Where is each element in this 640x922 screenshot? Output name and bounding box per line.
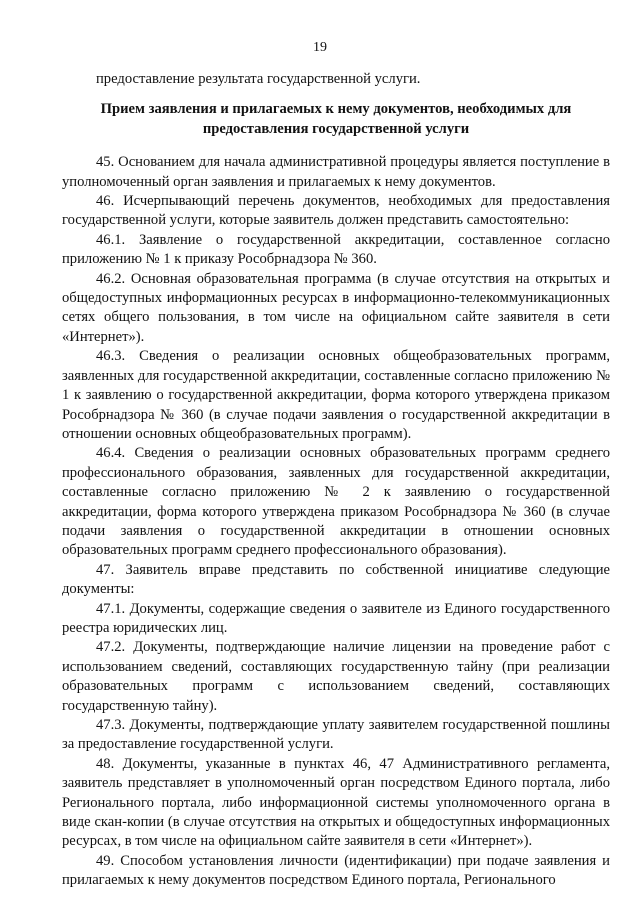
paragraph-47: 47. Заявитель вправе представить по собственной инициативе следующие документы:: [62, 561, 610, 598]
paragraph-47-1: 47.1. Документы, содержащие сведения о заявителе из Единого государственного реестра юридических лиц.: [62, 600, 610, 636]
section-heading-line-1: Прием заявления и прилагаемых к нему документов, необходимых для: [100, 101, 572, 118]
paragraph-46-2: 46.2. Основная образовательная программа (в случае отсутствия на открытых и общедоступных информационных ресурсах в информационно-телекоммуникационных сетях общего пользования, в том числе на официальном сайте заявителя в сети «Интернет»).: [62, 270, 610, 345]
document-body: [62, 70, 610, 891]
paragraph-45: 45. Основанием для начала административной процедуры является поступление в уполномоченный орган заявления и прилагаемых к нему документов.: [62, 154, 610, 190]
paragraph-46-4: 46.4. Сведения о реализации основных образовательных программ среднего профессионального образования, заявленных для государственной аккредитации, составленные согласно приложению № 2 к заявлению о государственной аккредитации, форма которого утверждена приказом Рособрнадзора № 360 (в случае подачи заявления о государственной аккредитации в отношении основных образовательных программ среднего профессионального образования).: [62, 445, 610, 559]
section-heading-line-2: предоставления государственной услуги: [202, 120, 470, 137]
paragraph-46: 46. Исчерпывающий перечень документов, необходимых для предоставления государственной услуги, которые заявитель должен представить самостоятельно:: [62, 193, 610, 229]
paragraph-46-1: 46.1. Заявление о государственной аккредитации, составленное согласно приложению № 1 к приказу Рособрнадзора № 360.: [62, 231, 610, 268]
page-number: 19: [313, 40, 327, 55]
paragraph-47-2: 47.2. Документы, подтверждающие наличие лицензии на проведение работ с использованием сведений, составляющих государственную тайну (при реализации образовательных программ с использованием сведений, составляющих государственную тайну).: [62, 639, 610, 714]
section-heading: [62, 100, 610, 139]
opening-paragraph: предоставление результата государственной услуги.: [96, 71, 421, 87]
paragraph-46-3: 46.3. Сведения о реализации основных общеобразовательных программ, заявленных для государственной аккредитации, составленные согласно приложению № 1 к заявлению о государственной аккредитации, форма которого утверждена приказом Рособрнадзора № 360 (в случае подачи заявления о государственной аккредитации в отношении основных общеобразовательных программ).: [62, 348, 610, 442]
paragraph-48: 48. Документы, указанные в пунктах 46, 47 Административного регламента, заявитель представляет в уполномоченный орган посредством Единого портала, либо Регионального портала, либо информационной системы уполномоченного органа в виде скан-копии (в случае отсутствия на открытых и общедоступных информационных ресурсах, в том числе на официальном сайте заявителя в сети «Интернет»).: [62, 755, 610, 850]
paragraph-47-3: 47.3. Документы, подтверждающие уплату заявителем государственной пошлины за предоставление государственной услуги.: [62, 717, 610, 753]
paragraph-49: 49. Способом установления личности (идентификации) при подаче заявления и прилагаемых к нему документов посредством Единого портала, Регионального: [62, 852, 610, 889]
